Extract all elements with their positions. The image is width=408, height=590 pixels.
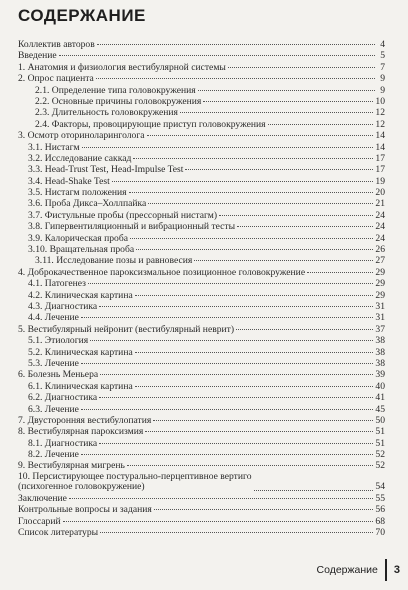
toc-entry-page: 52 bbox=[375, 449, 385, 461]
toc-entry-title: 3.4. Head-Shake Test bbox=[28, 175, 110, 187]
toc-entry-page: 24 bbox=[375, 221, 385, 233]
toc-entry bbox=[18, 324, 385, 335]
toc-entry bbox=[18, 369, 385, 380]
dot-leader bbox=[90, 340, 373, 341]
toc-entry-title: 3.10. Вращательная проба bbox=[28, 244, 135, 256]
toc-entry-title: 6. Болезнь Меньера bbox=[18, 369, 99, 381]
toc-entry bbox=[18, 176, 385, 187]
toc-entry bbox=[18, 198, 385, 209]
toc-entry bbox=[18, 221, 385, 232]
toc-entry bbox=[18, 62, 385, 73]
toc-entry-title: 3. Осмотр оториноларинголога bbox=[18, 130, 145, 142]
toc-entry bbox=[18, 96, 385, 107]
dot-leader bbox=[112, 181, 374, 182]
toc-entry bbox=[18, 278, 385, 289]
toc-entry-page: 52 bbox=[375, 460, 385, 472]
dot-leader bbox=[81, 454, 374, 455]
dot-leader bbox=[133, 158, 373, 159]
toc-entry-title: 4.4. Лечение bbox=[28, 312, 79, 324]
toc-entry bbox=[18, 187, 385, 198]
dot-leader bbox=[100, 374, 373, 375]
toc-entry-page: 54 bbox=[375, 481, 385, 493]
toc-entry-page: 38 bbox=[375, 357, 385, 369]
toc-entry-page: 50 bbox=[375, 414, 385, 426]
toc-entry-page: 39 bbox=[375, 369, 385, 381]
toc-entry-page: 10 bbox=[375, 95, 385, 107]
toc-entry-page: 9 bbox=[380, 84, 385, 96]
toc-entry-page: 21 bbox=[375, 198, 385, 210]
toc-entry bbox=[18, 358, 385, 369]
dot-leader bbox=[228, 67, 375, 68]
toc-entry bbox=[18, 153, 385, 164]
toc-entry bbox=[18, 438, 385, 449]
dot-leader bbox=[147, 135, 374, 136]
page-footer bbox=[317, 559, 401, 581]
footer-section-label: Содержание bbox=[316, 564, 378, 576]
toc-entry bbox=[18, 472, 385, 493]
dot-leader bbox=[81, 363, 374, 364]
toc-entry bbox=[18, 504, 385, 515]
toc-entry-page: 19 bbox=[375, 175, 385, 187]
toc-entry-page: 14 bbox=[375, 130, 385, 142]
toc-entry bbox=[18, 210, 385, 221]
toc-entry-page: 56 bbox=[375, 504, 385, 516]
dot-leader bbox=[307, 272, 373, 273]
toc-entry-page: 40 bbox=[375, 380, 385, 392]
toc-entry-page: 24 bbox=[375, 209, 385, 221]
dot-leader bbox=[148, 203, 373, 204]
toc-entry-page: 68 bbox=[375, 515, 385, 527]
page-number: 3 bbox=[393, 564, 400, 576]
dot-leader bbox=[219, 215, 373, 216]
dot-leader bbox=[268, 124, 374, 125]
dot-leader bbox=[130, 238, 373, 239]
toc-entry-page: 31 bbox=[375, 312, 385, 324]
dot-leader bbox=[198, 90, 375, 91]
toc-entry-title: 2.4. Факторы, провоцирующие приступ головокружения bbox=[35, 118, 266, 130]
toc-entry-title: 5. Вестибулярный нейронит (вестибулярный неврит) bbox=[18, 323, 235, 335]
toc-entry-page: 70 bbox=[375, 527, 385, 539]
toc-entry bbox=[18, 233, 385, 244]
toc-entry-page: 29 bbox=[375, 266, 385, 278]
dot-leader bbox=[99, 306, 373, 307]
dot-leader bbox=[127, 465, 374, 466]
toc-entry-page: 14 bbox=[375, 141, 385, 153]
toc-entry bbox=[18, 426, 385, 437]
toc-entry bbox=[18, 290, 385, 301]
toc-entry-page: 20 bbox=[375, 187, 385, 199]
toc-entry-page: 29 bbox=[375, 278, 385, 290]
dot-leader bbox=[81, 317, 374, 318]
dot-leader bbox=[237, 226, 373, 227]
toc-entry-page: 12 bbox=[375, 107, 385, 119]
toc-entry bbox=[18, 85, 385, 96]
toc-entry-page: 31 bbox=[375, 300, 385, 312]
toc-entry-title: 3.8. Гипервентиляционный и вибрационный тесты bbox=[28, 221, 236, 233]
toc-entry bbox=[18, 392, 385, 403]
dot-leader bbox=[236, 329, 373, 330]
toc-entry-page: 17 bbox=[375, 164, 385, 176]
toc-entry-title: 1. Анатомия и физиология вестибулярной системы bbox=[18, 61, 226, 73]
toc-entry-title: 2.3. Длительность головокружения bbox=[35, 107, 178, 119]
toc-entry bbox=[18, 527, 385, 538]
toc-entry bbox=[18, 493, 385, 504]
dot-leader bbox=[97, 44, 375, 45]
dot-leader bbox=[69, 498, 373, 499]
dot-leader bbox=[99, 397, 373, 398]
dot-leader bbox=[136, 249, 373, 250]
toc-entry bbox=[18, 255, 385, 266]
toc-entry-title: 3.2. Исследование саккад bbox=[28, 152, 132, 164]
toc-entry-page: 24 bbox=[375, 232, 385, 244]
page-heading: СОДЕРЖАНИЕ bbox=[18, 6, 146, 25]
dot-leader bbox=[96, 78, 375, 79]
toc-entry bbox=[18, 50, 385, 61]
dot-leader bbox=[81, 409, 374, 410]
toc-entry-title: Заключение bbox=[18, 492, 67, 504]
toc-entry-title: 7. Двусторонняя вестибулопатия bbox=[18, 414, 152, 426]
dot-leader bbox=[180, 112, 373, 113]
dot-leader bbox=[145, 431, 373, 432]
toc-entry-title: 3.1. Нистагм bbox=[28, 141, 80, 153]
toc-entry-title: 3.7. Фистульные пробы (прессорный нистагм) bbox=[28, 209, 218, 221]
toc-entry bbox=[18, 381, 385, 392]
toc-entry-title: 4.3. Диагностика bbox=[28, 300, 98, 312]
dot-leader bbox=[185, 169, 373, 170]
toc-entry bbox=[18, 107, 385, 118]
toc-entry-page: 55 bbox=[375, 492, 385, 504]
toc-entry bbox=[18, 267, 385, 278]
toc-entry-title: Глоссарий bbox=[18, 515, 61, 527]
toc-entry-title: 9. Вестибулярная мигрень bbox=[18, 460, 125, 472]
toc-entry-title: 3.9. Калорическая проба bbox=[28, 232, 128, 244]
toc-entry-page: 5 bbox=[380, 50, 385, 62]
toc-entry bbox=[18, 301, 385, 312]
toc-entry-title: Контрольные вопросы и задания bbox=[18, 504, 152, 516]
toc-entry-page: 37 bbox=[375, 323, 385, 335]
toc-entry-page: 38 bbox=[375, 335, 385, 347]
toc-entry bbox=[18, 415, 385, 426]
toc-entry-title: 6.1. Клиническая картина bbox=[28, 380, 133, 392]
toc-entry-title: 4.2. Клиническая картина bbox=[28, 289, 133, 301]
toc-entry-page: 38 bbox=[375, 346, 385, 358]
toc-entry-title: 2.2. Основные причины головокружения bbox=[35, 95, 202, 107]
toc-entry-title: 2.1. Определение типа головокружения bbox=[35, 84, 196, 96]
dot-leader bbox=[135, 352, 374, 353]
toc-entry bbox=[18, 312, 385, 323]
toc-entry-title: Коллектив авторов bbox=[18, 39, 95, 50]
toc-entry-title: 4.1. Патогенез bbox=[28, 278, 86, 290]
toc-entry bbox=[18, 335, 385, 346]
dot-leader bbox=[135, 295, 374, 296]
toc-entry-title: Введение bbox=[18, 50, 57, 62]
table-of-contents bbox=[18, 39, 385, 538]
toc-entry-title: 3.5. Нистагм положения bbox=[28, 187, 127, 199]
toc-entry-page: 41 bbox=[375, 392, 385, 404]
toc-entry-title: 6.3. Лечение bbox=[28, 403, 79, 415]
toc-entry-page: 29 bbox=[375, 289, 385, 301]
toc-entry-page: 12 bbox=[375, 118, 385, 130]
toc-entry-page: 7 bbox=[380, 61, 385, 73]
dot-leader bbox=[88, 283, 373, 284]
toc-entry-title: 6.2. Диагностика bbox=[28, 392, 98, 404]
toc-entry-title: 10. Персистирующее постурально-перцептивное вертиго (психогенное головокружение) bbox=[18, 470, 252, 493]
toc-entry-page: 17 bbox=[375, 152, 385, 164]
dot-leader bbox=[153, 420, 373, 421]
toc-entry bbox=[18, 244, 385, 255]
toc-entry-title: 3.11. Исследование позы и равновесия bbox=[35, 255, 193, 267]
toc-entry-page: 26 bbox=[375, 244, 385, 256]
dot-leader bbox=[135, 386, 374, 387]
toc-entry bbox=[18, 39, 385, 50]
toc-entry-page: 45 bbox=[375, 403, 385, 415]
dot-leader bbox=[254, 490, 374, 491]
toc-entry-title: Список литературы bbox=[18, 527, 99, 539]
dot-leader bbox=[203, 101, 373, 102]
toc-entry bbox=[18, 73, 385, 84]
toc-entry-page: 27 bbox=[375, 255, 385, 267]
dot-leader bbox=[99, 443, 373, 444]
toc-entry bbox=[18, 119, 385, 130]
toc-entry-title: 5.3. Лечение bbox=[28, 357, 79, 369]
dot-leader bbox=[59, 55, 375, 56]
dot-leader bbox=[129, 192, 374, 193]
toc-entry-page: 9 bbox=[380, 73, 385, 85]
dot-leader bbox=[194, 260, 373, 261]
toc-entry-title: 2. Опрос пациента bbox=[18, 73, 94, 85]
toc-entry-page: 51 bbox=[375, 426, 385, 438]
toc-entry-title: 4. Доброкачественное пароксизмальное позиционное головокружение bbox=[18, 266, 306, 278]
dot-leader bbox=[63, 521, 374, 522]
toc-entry bbox=[18, 142, 385, 153]
toc-entry bbox=[18, 516, 385, 527]
toc-entry-page: 4 bbox=[380, 39, 385, 50]
toc-entry-title: 8. Вестибулярная пароксизмия bbox=[18, 426, 144, 438]
toc-entry-title: 3.6. Проба Дикса–Холлпайка bbox=[28, 198, 147, 210]
toc-entry bbox=[18, 164, 385, 175]
toc-entry-title: 5.1. Этиология bbox=[28, 335, 89, 347]
toc-entry bbox=[18, 130, 385, 141]
toc-entry-title: 3.3. Head-Trust Test, Head-Impulse Test bbox=[28, 164, 184, 176]
toc-entry-page: 51 bbox=[375, 437, 385, 449]
toc-entry bbox=[18, 347, 385, 358]
toc-entry-title: 8.1. Диагностика bbox=[28, 437, 98, 449]
dot-leader bbox=[100, 532, 373, 533]
toc-entry-title: 5.2. Клиническая картина bbox=[28, 346, 133, 358]
dot-leader bbox=[82, 147, 374, 148]
toc-entry bbox=[18, 449, 385, 460]
toc-entry-title: 8.2. Лечение bbox=[28, 449, 79, 461]
dot-leader bbox=[154, 509, 374, 510]
toc-entry bbox=[18, 404, 385, 415]
